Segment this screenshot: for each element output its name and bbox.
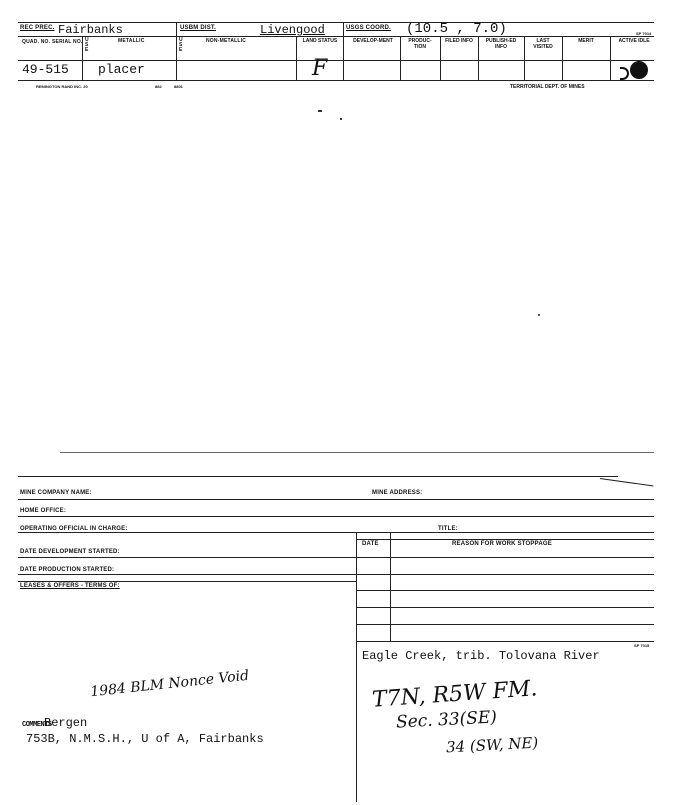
land-status-label: LAND STATUS xyxy=(302,38,338,44)
date-prod-label: DATE PRODUCTION STARTED: xyxy=(20,567,115,573)
active-idle-label: ACTIVE IDLE xyxy=(618,38,650,44)
comments-label: COMMENTS xyxy=(22,721,52,729)
date-col-label: DATE xyxy=(362,541,379,547)
rec-prec-label: REC PREC. xyxy=(20,25,55,31)
mine-company-label: MINE COMPANY NAME: xyxy=(20,490,92,496)
title-label: TITLE: xyxy=(438,526,458,532)
published-info-label: PUBLISH-ED INFO xyxy=(485,38,517,50)
quad-serial-value: 49-515 xyxy=(22,62,69,77)
comments-overtype: Bergen xyxy=(44,716,88,730)
form-code: SP 7014 xyxy=(636,31,652,36)
form-code-2: SP 7015 xyxy=(634,643,650,648)
handwritten-blm-note: 1984 BLM Nonce Void xyxy=(89,667,250,701)
operating-official-label: OPERATING OFFICIAL IN CHARGE: xyxy=(20,526,128,532)
serial-label: SERIAL NO. xyxy=(52,39,83,45)
idle-hook-mark xyxy=(620,67,629,80)
rec-prec-value: Fairbanks xyxy=(58,23,123,37)
merit-label: MERIT xyxy=(578,38,594,44)
location-text: Eagle Creek, trib. Tolovana River xyxy=(362,649,600,663)
remington-line: REMINGTON RAND INC. 20 xyxy=(36,84,88,89)
nonmetallic-use-label: U S E xyxy=(179,37,183,53)
usbm-dist-value: Livengood xyxy=(260,23,325,37)
speck xyxy=(538,314,540,316)
rr-code-1: 882 xyxy=(155,84,162,89)
metallic-use-label: U S E xyxy=(85,37,89,53)
rr-code-2: 8801 xyxy=(174,84,183,89)
handwritten-section: Sec. 33(SE) xyxy=(395,707,498,733)
metallic-value: placer xyxy=(98,62,145,77)
leases-label: LEASES & OFFERS - TERMS OF: xyxy=(20,583,120,589)
speck xyxy=(340,118,342,120)
date-dev-label: DATE DEVELOPMENT STARTED: xyxy=(20,549,120,555)
land-status-value: F xyxy=(312,56,328,81)
handwritten-section-2: 34 (SW, NE) xyxy=(445,733,539,757)
territorial-dept: TERRITORIAL DEPT. OF MINES xyxy=(510,84,585,90)
production-label: PRODUC-TION xyxy=(408,38,432,50)
nonmetallic-label: NON-METALLIC xyxy=(206,38,247,44)
usgs-coord-value: (10.5 , 7.0) xyxy=(406,21,507,37)
torn-edge-line xyxy=(598,478,654,500)
development-label: DEVELOP-MENT xyxy=(353,38,393,44)
reference-text: 753B, N.M.S.H., U of A, Fairbanks xyxy=(26,732,264,746)
quad-label: QUAD. NO. xyxy=(22,39,51,45)
home-office-label: HOME OFFICE: xyxy=(20,508,67,514)
active-idle-marker xyxy=(630,61,648,79)
handwritten-township: T7N, R5W FM. xyxy=(371,676,539,713)
reason-col-label: REASON FOR WORK STOPPAGE xyxy=(452,541,552,547)
last-visited-label: LAST VISITED xyxy=(533,38,553,50)
usbm-dist-label: USBM DIST. xyxy=(180,25,217,31)
usgs-coord-label: USGS COORD. xyxy=(346,25,391,31)
metallic-label: METALLIC xyxy=(118,38,145,44)
speck xyxy=(318,110,322,112)
filed-info-label: FILED INFO xyxy=(445,38,473,44)
mine-address-label: MINE ADDRESS: xyxy=(372,490,423,496)
